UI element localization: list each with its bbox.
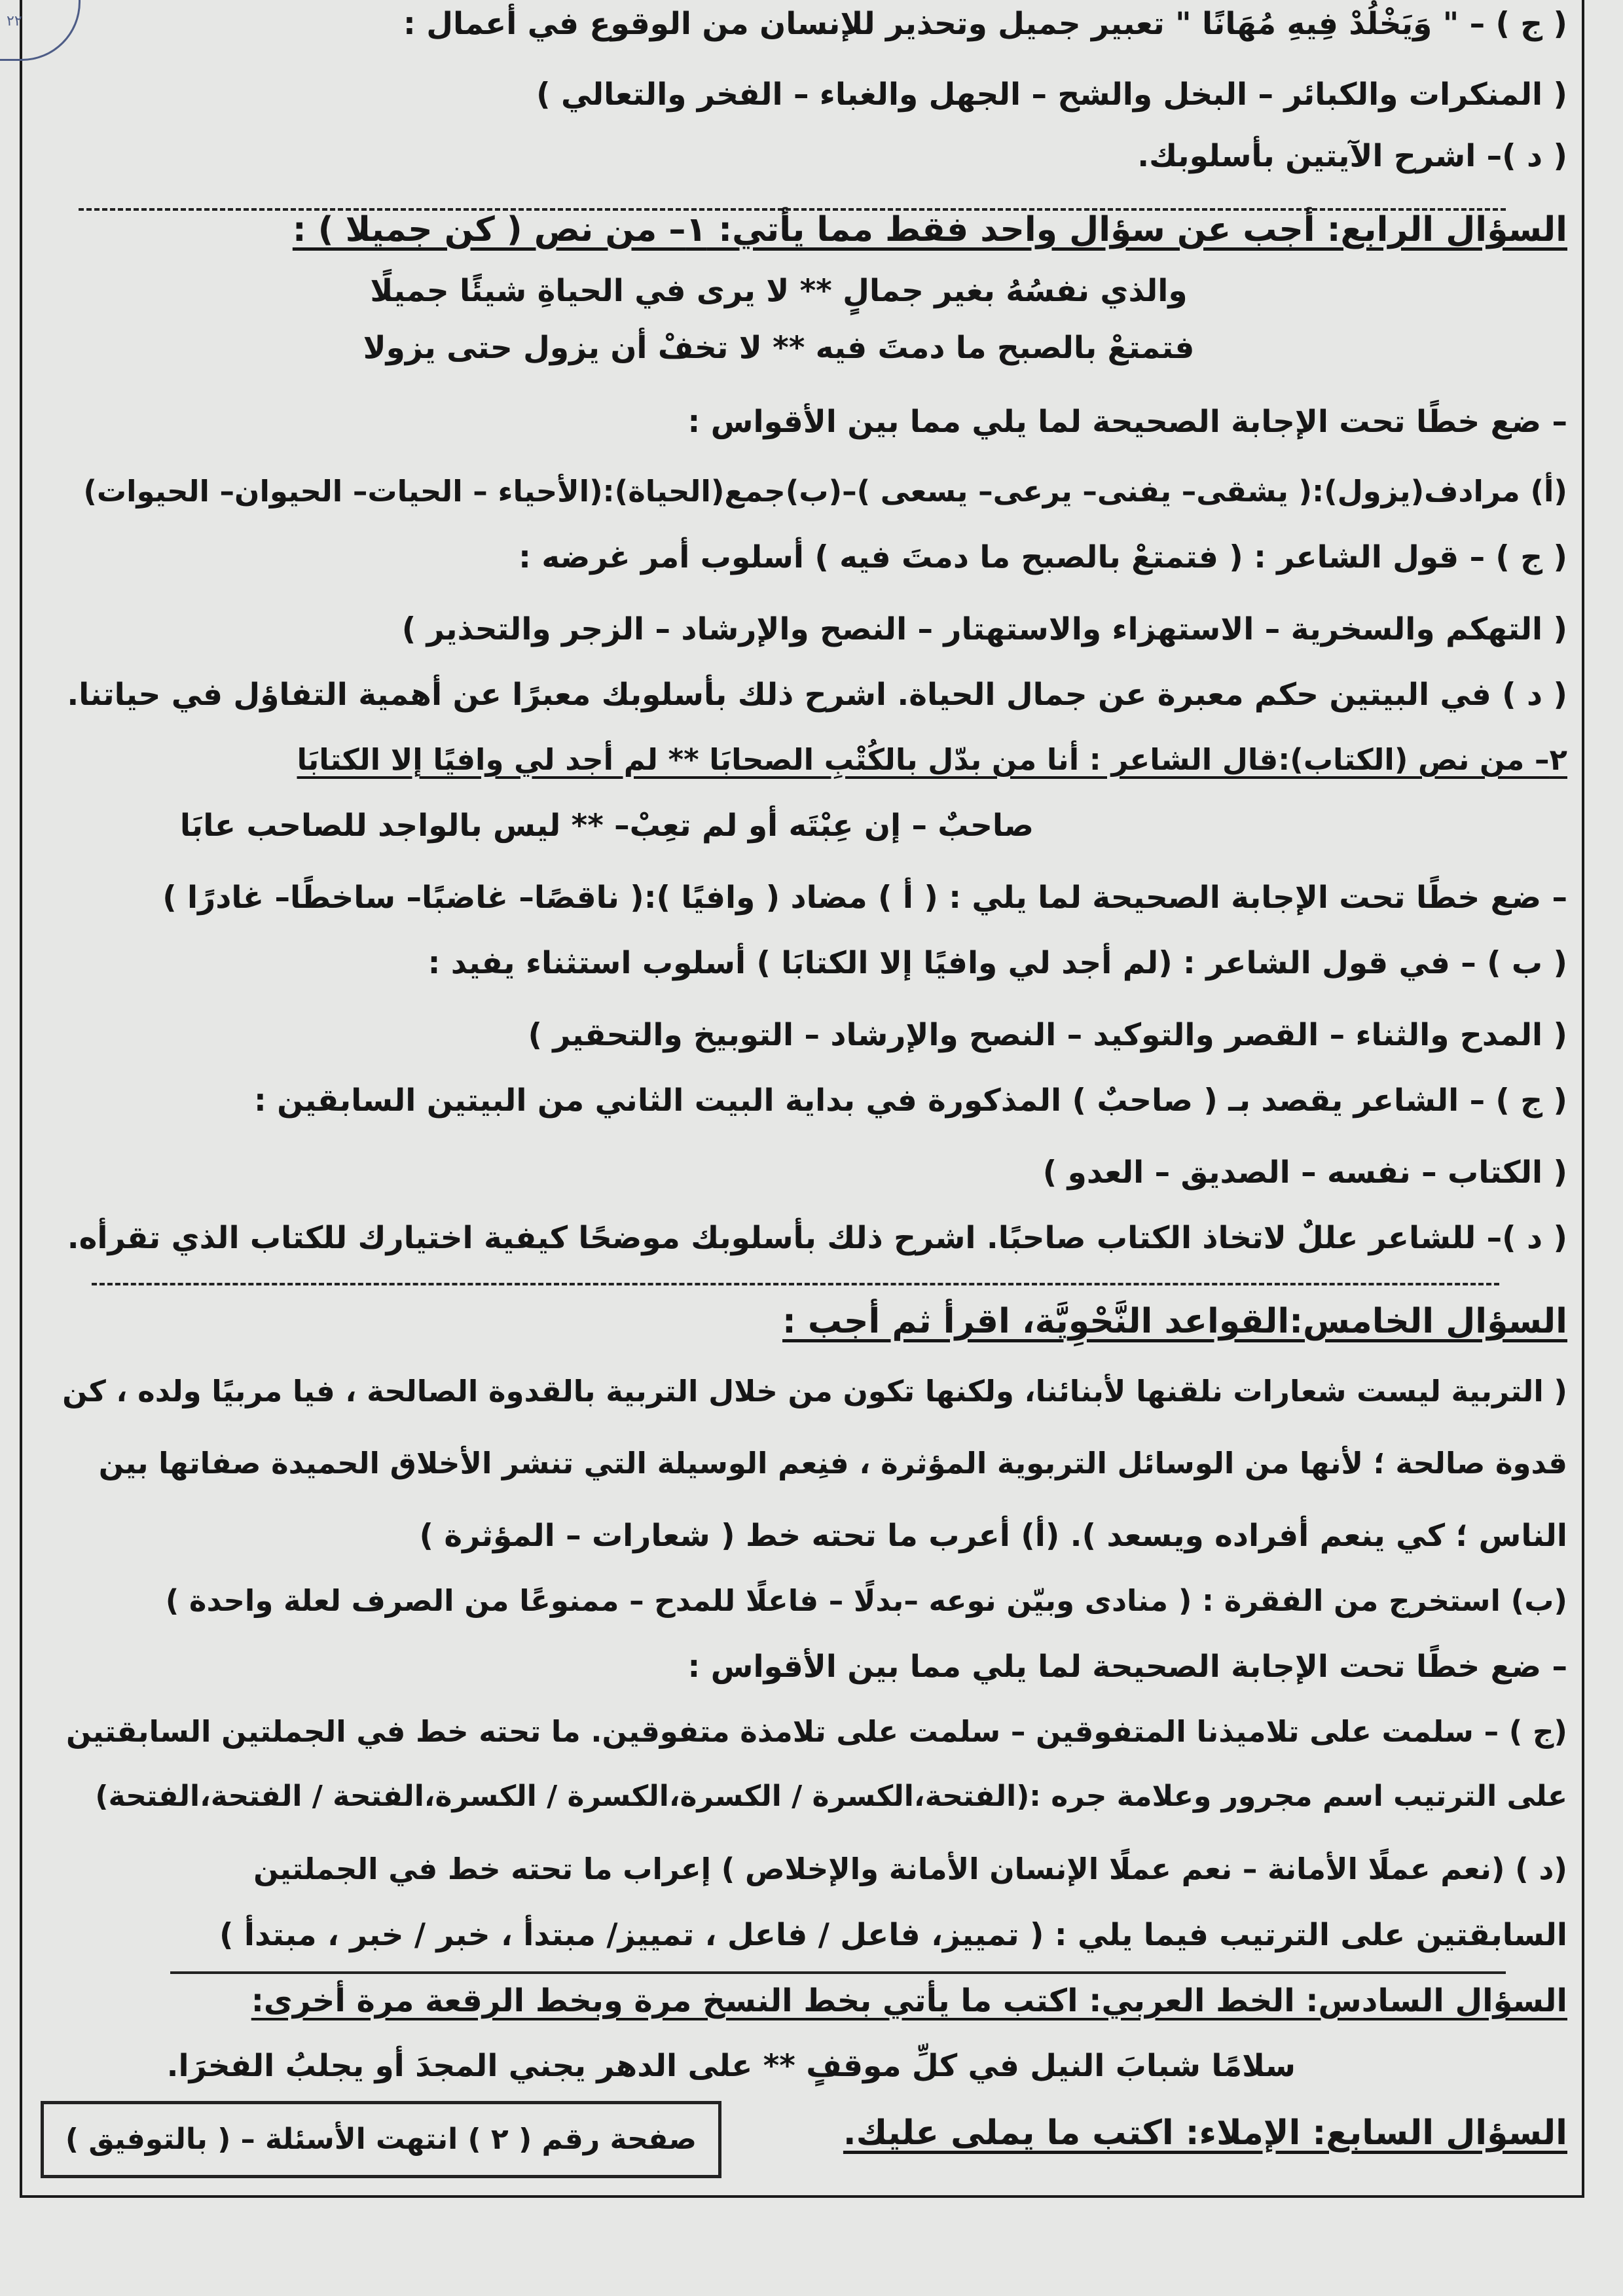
question-3c: ( ج ) – " وَيَخْلُدْ فِيهِ مُهَانًا " تعبير جميل وتحذير للإنسان من الوقوع في أعمال : xyxy=(403,6,1567,42)
passage-line-3: الناس ؛ كي ينعم أفراده ويسعد ). (أ) أعرب ما تحته خط ( شعارات – المؤثرة ) xyxy=(419,1518,1567,1554)
question-4-2-d: ( د )– للشاعر عللٌ لاتخاذ الكتاب صاحبًا. اشرح ذلك بأسلوبك موضحًا كيفية اختيارك للكتاب الذي تقرأه. xyxy=(67,1220,1567,1256)
question-4-2-b-options: ( المدح والثناء – القصر والتوكيد – النصح والإرشاد – التوبيخ والتحقير ) xyxy=(528,1017,1567,1053)
question-4-2-c-options: ( الكتاب – نفسه – الصديق – العدو ) xyxy=(1042,1155,1567,1191)
question-4-1-d: ( د ) في البيتين حكم معبرة عن جمال الحياة. اشرح ذلك بأسلوبك معبرًا عن أهمية التفاؤل في حياتنا. xyxy=(67,677,1567,713)
question-5-d: (د ) (نعم عملًا الأمانة – نعم عملًا الإنسان الأمانة والإخلاص ) إعراب ما تحته خط في الجملتين xyxy=(253,1852,1567,1886)
question-3d: ( د )– اشرح الآيتين بأسلوبك. xyxy=(1137,138,1567,174)
question-7-heading: السؤال السابع: الإملاء: اكتب ما يملى عليك. xyxy=(843,2113,1567,2153)
question-4-heading: السؤال الرابع: أجب عن سؤال واحد فقط مما يأتي: ١– من نص ( كن جميلا ) : xyxy=(292,210,1567,249)
question-5-c: (ج ) – سلمت على تلاميذنا المتفوقين – سلمت على تلامذة متفوقين. ما تحته خط في الجملتين السابقتين xyxy=(65,1714,1567,1749)
text-2-heading: ٢– من نص (الكتاب):قال الشاعر : أنا من بدّل بالكُتْبِ الصحابَا ** لم أجد لي وافيًا إلا الكتابَا xyxy=(297,742,1567,777)
question-6-heading: السؤال السادس: الخط العربي: اكتب ما يأتي بخط النسخ مرة وبخط الرقعة مرة أخرى: xyxy=(251,1982,1567,2019)
passage-line-2: قدوة صالحة ؛ لأنها من الوسائل التربوية المؤثرة ، فنِعم الوسيلة التي تنشر الأخلاق الحميدة صفاتها بين xyxy=(98,1446,1567,1480)
question-5-c-options: على الترتيب اسم مجرور وعلامة جره :(الفتحة،الكسرة / الكسرة،الكسرة / الكسرة،الفتحة / الفتحة،الفتحة) xyxy=(95,1780,1567,1813)
divider xyxy=(92,1283,1499,1285)
instruction-4-1: – ضع خطًا تحت الإجابة الصحيحة لما يلي مما بين الأقواس : xyxy=(687,404,1567,440)
divider xyxy=(170,1971,1506,1974)
page-footer-text: صفحة رقم ( ٢ ) انتهت الأسئلة – ( بالتوفيق ) xyxy=(65,2123,697,2156)
question-5-d-options: السابقتين على الترتيب فيما يلي : ( تمييز، فاعل / فاعل ، تمييز/ مبتدأ ، خبر / خبر ، مبتدأ ) xyxy=(219,1917,1567,1953)
poem-verse-2: فتمتعْ بالصبح ما دمتَ فيه ** لا تخفْ أن يزول حتى يزولا xyxy=(363,330,1195,366)
stamp-text: ٢٢ xyxy=(7,13,22,29)
question-4-2-b: ( ب ) – في قول الشاعر : (لم أجد لي وافيًا إلا الكتابَا ) أسلوب استثناء يفيد : xyxy=(428,945,1567,981)
question-5-b: (ب) استخرج من الفقرة : ( منادى وبيّن نوعه –بدلًا – فاعلًا للمدح – ممنوعًا من الصرف لعلة واحدة ) xyxy=(165,1583,1567,1618)
question-4-1-c: ( ج ) – قول الشاعر : ( فتمتعْ بالصبح ما دمتَ فيه ) أسلوب أمر غرضه : xyxy=(519,539,1567,575)
page-footer-box xyxy=(41,2101,721,2178)
poem-verse-1: والذي نفسُهُ بغير جمالٍ ** لا يرى في الحياةِ شيئًا جميلًا xyxy=(370,273,1188,309)
instruction-5: – ضع خطًا تحت الإجابة الصحيحة لما يلي مما بين الأقواس : xyxy=(687,1649,1567,1685)
question-3c-options: ( المنكرات والكبائر – البخل والشح – الجهل والغباء – الفخر والتعالي ) xyxy=(536,77,1567,113)
question-5-heading: السؤال الخامس:القواعد النَّحْوِيَّة، اقرأ ثم أجب : xyxy=(782,1302,1567,1341)
text-2-verse-2: صاحبٌ – إن عِبْتَه أو لم تعِبْ– ** ليس بالواجد للصاحب عابَا xyxy=(179,808,1034,844)
question-4-1-c-options: ( التهكم والسخرية – الاستهزاء والاستهتار – النصح والإرشاد – الزجر والتحذير ) xyxy=(401,611,1567,647)
passage-line-1: ( التربية ليست شعارات نلقنها لأبنائنا، ولكنها تكون من خلال التربية بالقدوة الصالحة ، فيا مربيًا ولده ، كن xyxy=(62,1374,1567,1408)
question-4-2-c: ( ج ) – الشاعر يقصد بـ ( صاحبٌ ) المذكورة في بداية البيت الثاني من البيتين السابقين : xyxy=(254,1083,1567,1119)
question-4-2-a: – ضع خطًا تحت الإجابة الصحيحة لما يلي : ( أ ) مضاد ( وافيًا ):( ناقصًا– غاضبًا– ساخطًا– غادرًا ) xyxy=(162,880,1567,916)
question-6-verse: سلامًا شبابَ النيل في كلِّ موقفٍ ** على الدهر يجني المجدَ أو يجلبُ الفخرَا. xyxy=(166,2048,1296,2084)
question-4-1-a-b: (أ) مرادف(يزول):( يشقى– يفنى– يرعى– يسعى )–(ب)جمع(الحياة):(الأحياء – الحيات– الحيوان– الحيوات) xyxy=(83,474,1567,509)
